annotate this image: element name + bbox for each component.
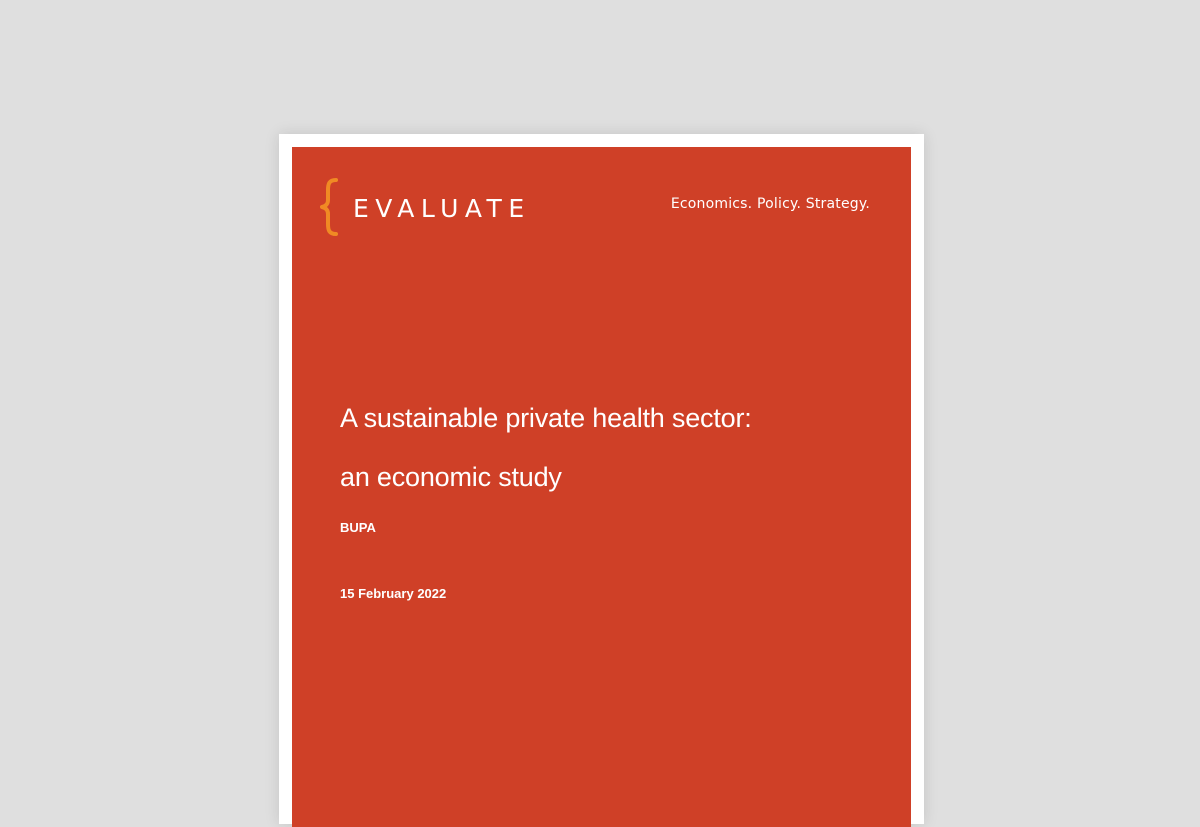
report-title-line-2: an economic study [340,462,562,492]
report-date: 15 February 2022 [340,586,447,601]
report-title-line-1: A sustainable private health sector: [340,403,752,433]
document-page [279,134,924,824]
report-cover [292,147,911,827]
client-name: BUPA [340,520,376,535]
logo-wordmark: EVALUATE [353,193,531,223]
tagline: Economics. Policy. Strategy. [670,196,870,212]
evaluate-logo [320,177,531,237]
curly-brace-icon [320,178,342,236]
